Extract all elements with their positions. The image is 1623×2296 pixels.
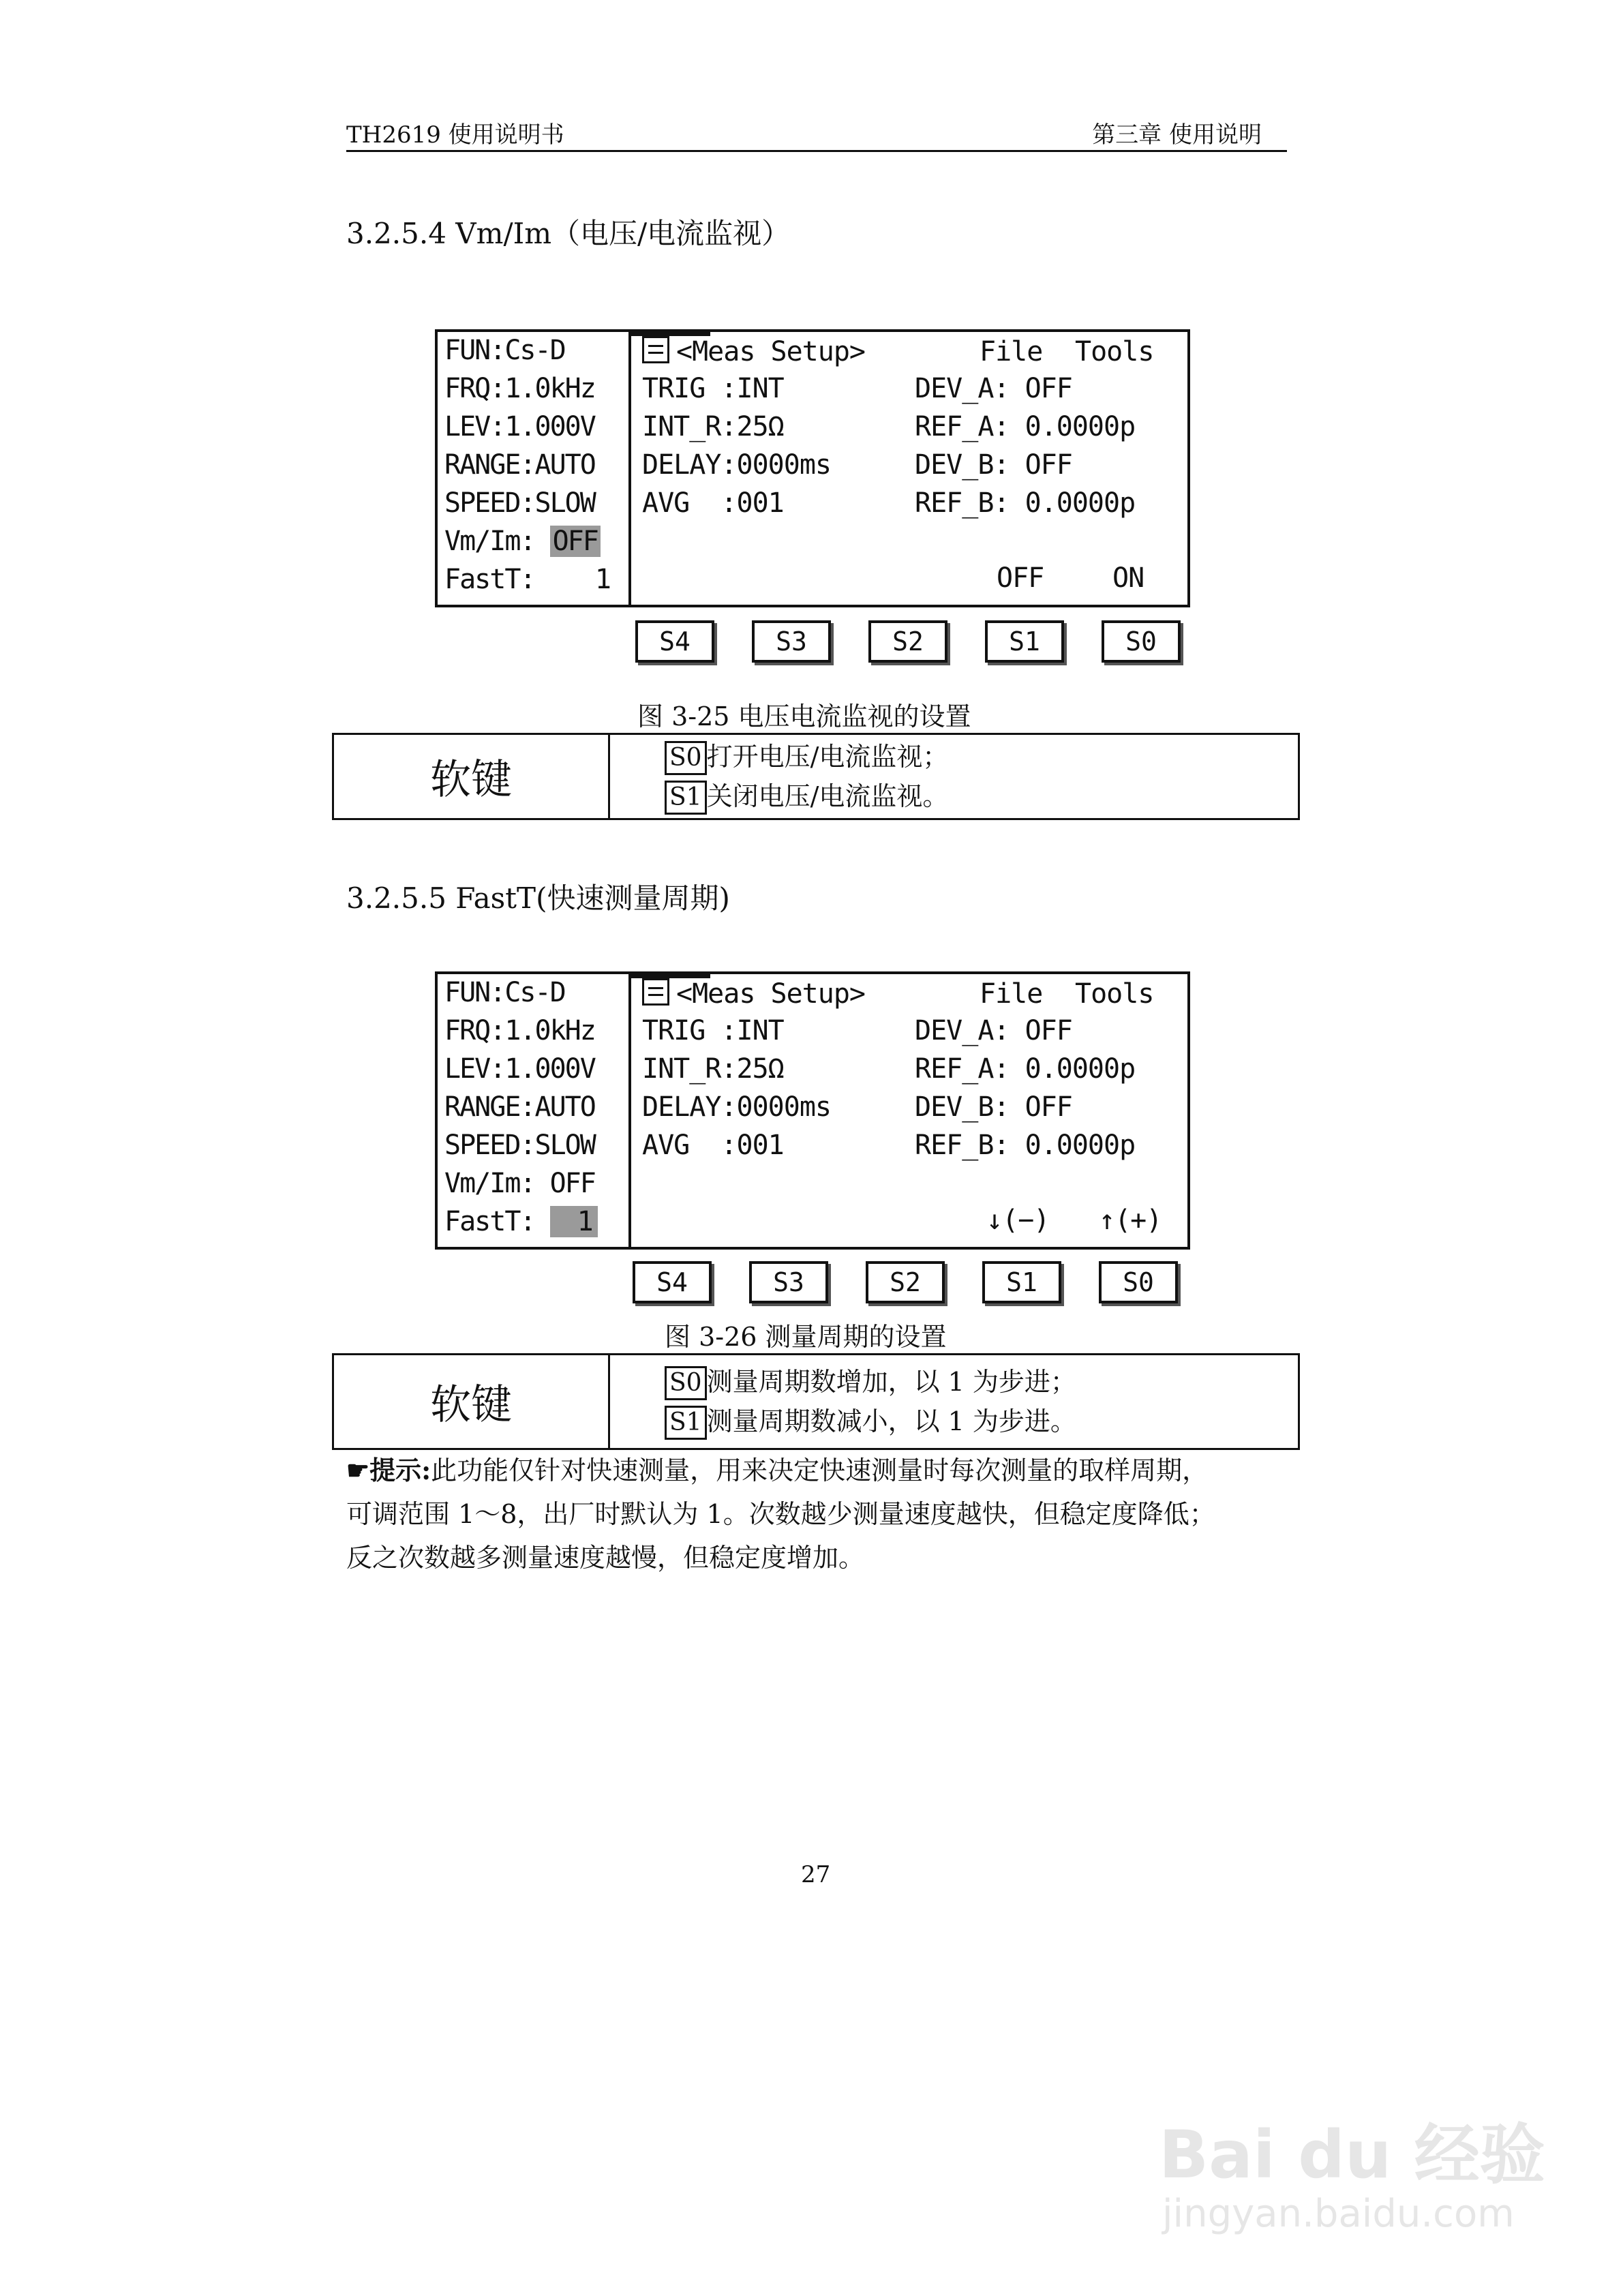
header-chapter: 第三章 使用说明: [1092, 121, 1262, 149]
section-title-fastt: 3.2.5.5 FastT(快速测量周期): [346, 881, 730, 915]
lcd-frq: FRQ:1.0kHz: [444, 373, 595, 404]
lcd-speed: SPEED:SLOW: [444, 1130, 595, 1161]
softkey-table-desc: [609, 1355, 1299, 1449]
lcd-int-r[interactable]: INT_R:25Ω: [642, 411, 784, 442]
header-rule: [346, 150, 1287, 152]
lcd-ref-a[interactable]: REF_A: 0.0000p: [915, 411, 1136, 442]
tip-line-2: 可调范围 1～8，出厂时默认为 1。次数越少测量速度越快，但稳定度降低；: [346, 1499, 1215, 1529]
lcd-menu-file[interactable]: File: [980, 336, 1043, 367]
key-s1-box: S1: [665, 1406, 707, 1440]
lcd-vm-im-row: [444, 526, 601, 557]
softkey-table-fastt: [332, 1353, 1300, 1450]
lcd-left-panel: [438, 974, 631, 1247]
lcd-left-panel: [438, 332, 631, 605]
lcd-fastt-value[interactable]: 1: [594, 564, 610, 595]
softkey-s4[interactable]: S4: [635, 620, 714, 663]
key-s1-box: S1: [665, 781, 707, 815]
key-s0-box: S0: [665, 741, 707, 775]
watermark-brand: Bai du 经验: [1159, 2117, 1545, 2193]
lcd-softlabel-decrease: ↓(−): [986, 1205, 1050, 1236]
lcd-menu-file[interactable]: File: [980, 978, 1043, 1010]
lcd-dev-b[interactable]: DEV_B: OFF: [915, 449, 1072, 481]
lcd-range: RANGE:AUTO: [444, 1091, 595, 1123]
lcd-trig[interactable]: TRIG :INT: [642, 1015, 784, 1046]
lcd-vm-value[interactable]: OFF: [549, 1168, 595, 1199]
lcd-dev-a[interactable]: DEV_A: OFF: [915, 373, 1072, 404]
softkey-s0[interactable]: S0: [1099, 1261, 1178, 1303]
tip-label: ☛提示:: [346, 1455, 431, 1485]
lcd-delay[interactable]: DELAY:0000ms: [642, 449, 831, 481]
key-s0-box: S0: [665, 1366, 707, 1400]
lcd-fun: FUN:Cs-D: [444, 335, 565, 366]
menu-page-icon: [642, 336, 669, 363]
lcd-speed: SPEED:SLOW: [444, 487, 595, 519]
key-s0-desc: 打开电压/电流监视；: [706, 742, 949, 772]
softkey-s1[interactable]: S1: [982, 1261, 1061, 1303]
lcd-softlabel-s1: OFF: [997, 562, 1044, 594]
lcd-menu-bar: [642, 978, 865, 1010]
lcd-lev: LEV:1.000V: [444, 1053, 595, 1085]
lcd-trig[interactable]: TRIG :INT: [642, 373, 784, 404]
lcd-dev-a[interactable]: DEV_A: OFF: [915, 1015, 1072, 1046]
watermark-url: jingyan.baidu.com: [1162, 2192, 1515, 2236]
softkey-s3[interactable]: S3: [752, 620, 831, 663]
figure-caption-3-26: 图 3-26 测量周期的设置: [665, 1322, 947, 1352]
softkey-s1[interactable]: S1: [985, 620, 1064, 663]
softkey-table-vm-im: [332, 733, 1300, 820]
softkey-s2[interactable]: S2: [866, 1261, 945, 1303]
menu-page-icon: [642, 978, 669, 1006]
lcd-softlabel-s0: ON: [1112, 562, 1144, 594]
lcd-vm-im-row: [444, 1168, 595, 1199]
lcd-int-r[interactable]: INT_R:25Ω: [642, 1053, 784, 1085]
lcd-ref-b[interactable]: REF_B: 0.0000p: [915, 487, 1136, 519]
section-title-vm-im: 3.2.5.4 Vm/Im（电压/电流监视）: [346, 217, 791, 250]
lcd-vm-label: Vm/Im:: [444, 526, 535, 557]
lcd-screen-fastt: [435, 971, 1190, 1250]
figure-caption-3-25: 图 3-25 电压电流监视的设置: [637, 701, 971, 731]
lcd-screen-vm-im: [435, 329, 1190, 607]
lcd-vm-value-selected[interactable]: OFF: [550, 526, 601, 557]
lcd-menu-tools[interactable]: Tools: [1075, 978, 1154, 1010]
lcd-ref-a[interactable]: REF_A: 0.0000p: [915, 1053, 1136, 1085]
softkey-table-label: 软键: [333, 734, 609, 819]
tip-line-3: 反之次数越多测量速度越慢，但稳定度增加。: [346, 1543, 865, 1573]
lcd-fastt-label: FastT:: [444, 564, 535, 595]
lcd-delay[interactable]: DELAY:0000ms: [642, 1091, 831, 1123]
lcd-menu-tools[interactable]: Tools: [1075, 336, 1154, 367]
lcd-avg[interactable]: AVG :001: [642, 1130, 784, 1161]
lcd-frq: FRQ:1.0kHz: [444, 1015, 595, 1046]
tip-paragraph: [346, 1449, 1287, 1580]
lcd-softlabel-increase: ↑(+): [1099, 1205, 1162, 1236]
key-s0-desc: 测量周期数增加，以 1 为步进；: [706, 1367, 1076, 1397]
softkey-table-desc: [609, 734, 1299, 819]
lcd-fun: FUN:Cs-D: [444, 977, 565, 1008]
softkey-table-label: 软键: [333, 1355, 609, 1449]
softkey-s3[interactable]: S3: [749, 1261, 828, 1303]
key-s1-desc: 关闭电压/电流监视。: [706, 781, 949, 811]
lcd-dev-b[interactable]: DEV_B: OFF: [915, 1091, 1072, 1123]
lcd-menu-title[interactable]: <Meas Setup>: [676, 336, 865, 367]
key-s1-desc: 测量周期数减小，以 1 为步进。: [706, 1406, 1076, 1436]
lcd-avg[interactable]: AVG :001: [642, 487, 784, 519]
softkey-s2[interactable]: S2: [868, 620, 947, 663]
header-doc-title: TH2619 使用说明书: [346, 121, 564, 149]
page-number: 27: [801, 1861, 831, 1888]
lcd-vm-label: Vm/Im:: [444, 1168, 535, 1199]
tip-line-1: ☛提示:此功能仅针对快速测量，用来决定快速测量时每次测量的取样周期，: [346, 1455, 1209, 1485]
lcd-fastt-row: [444, 564, 610, 595]
lcd-lev: LEV:1.000V: [444, 411, 595, 442]
lcd-fastt-row: [444, 1206, 598, 1237]
lcd-range: RANGE:AUTO: [444, 449, 595, 481]
lcd-menu-bar: [642, 336, 865, 367]
softkey-s0[interactable]: S0: [1102, 620, 1181, 663]
lcd-fastt-label: FastT:: [444, 1206, 535, 1237]
lcd-fastt-value-selected[interactable]: 1: [550, 1206, 598, 1237]
softkey-s4[interactable]: S4: [633, 1261, 712, 1303]
lcd-ref-b[interactable]: REF_B: 0.0000p: [915, 1130, 1136, 1161]
lcd-menu-title[interactable]: <Meas Setup>: [676, 978, 865, 1010]
